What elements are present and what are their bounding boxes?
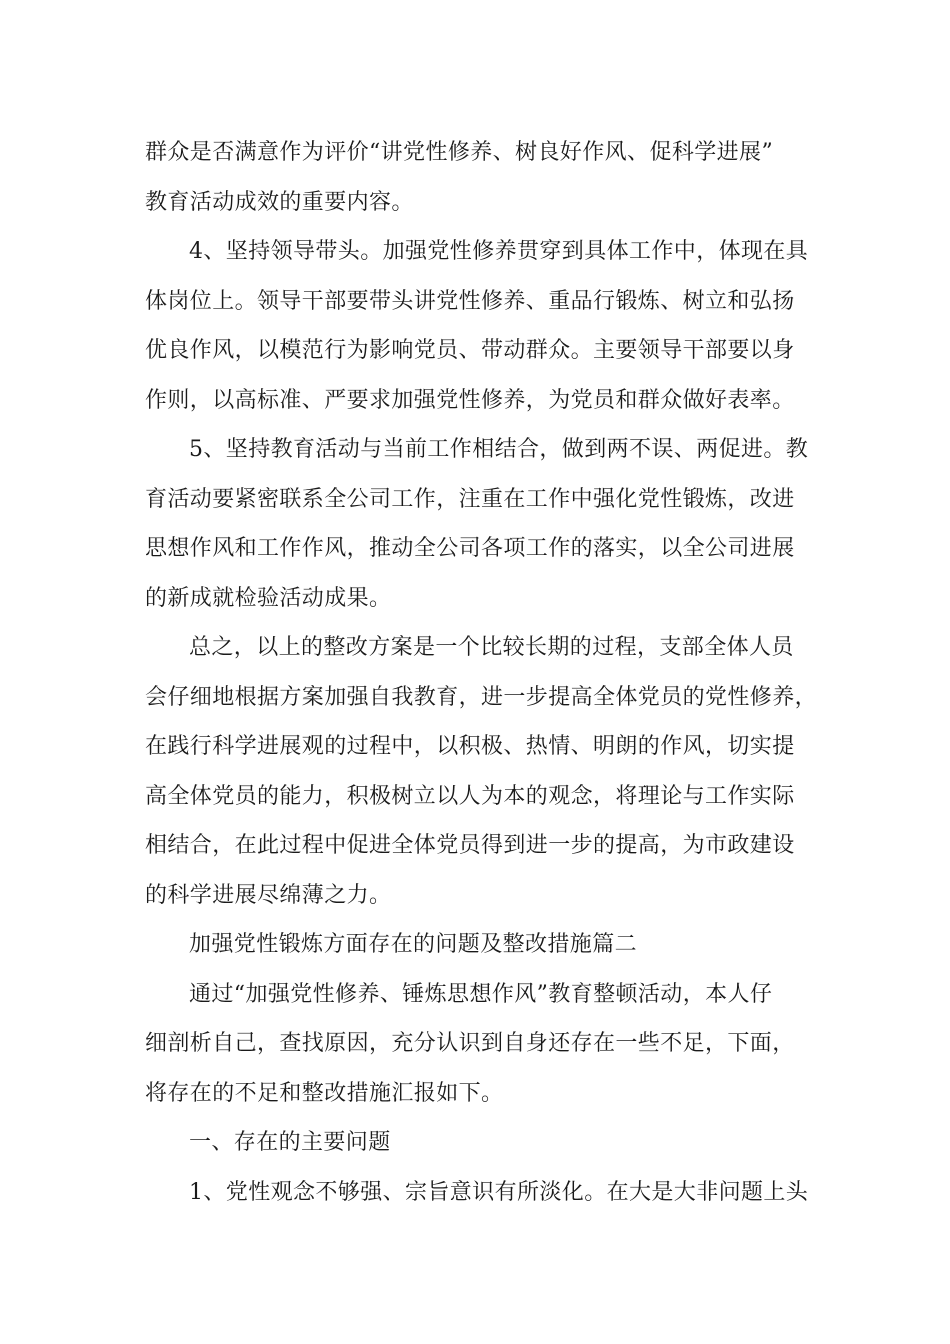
text-line: 将存在的不足和整改措施汇报如下。 [145,1080,504,1106]
text-line: 作则，以高标准、严要求加强党性修养，为党员和群众做好表率。 [145,387,795,413]
text-line: 4、坚持领导带头。加强党性修养贯穿到具体工作中，体现在具 [189,239,809,264]
text-line: 思想作风和工作作风，推动全公司各项工作的落实，以全公司进展 [145,536,795,561]
text-line: 的科学进展尽绵薄之力。 [145,882,392,908]
text-line: 1、党性观念不够强、宗旨意识有所淡化。在大是大非问题上头 [189,1179,809,1205]
document-body [145,128,825,1217]
text-line: 教育活动成效的重要内容。 [145,189,414,215]
subsection-heading: 一、存在的主要问题 [189,1130,391,1155]
text-line: 5、坚持教育活动与当前工作相结合，做到两不误、两促进。教 [189,437,809,462]
text-line: 相结合，在此过程中促进全体党员得到进一步的提高，为市政建设 [145,833,795,858]
text-line: 群众是否满意作为评价“讲党性修养、树良好作风、促科学进展” [145,140,774,165]
text-line: 育活动要紧密联系全公司工作，注重在工作中强化党性锻炼，改进 [145,486,795,512]
text-line: 优良作风，以模范行为影响党员、带动群众。主要领导干部要以身 [145,338,795,363]
text-line: 会仔细地根据方案加强自我教育，进一步提高全体党员的党性修养， [145,684,818,710]
text-line: 高全体党员的能力，积极树立以人为本的观念，将理论与工作实际 [145,783,795,809]
text-line: 通过“加强党性修养、锤炼思想作风”教育整顿活动，本人仔 [189,981,773,1007]
text-line: 细剖析自己，查找原因，充分认识到自身还存在一些不足，下面， [145,1031,795,1056]
section-heading: 加强党性锻炼方面存在的问题及整改措施篇二 [189,932,638,957]
text-line: 体岗位上。领导干部要带头讲党性修养、重品行锻炼、树立和弘扬 [145,288,795,314]
text-line: 的新成就检验活动成果。 [145,585,392,611]
text-line: 在践行科学进展观的过程中，以积极、热情、明朗的作风，切实提 [145,734,795,759]
text-line: 总之，以上的整改方案是一个比较长期的过程，支部全体人员 [189,635,794,660]
